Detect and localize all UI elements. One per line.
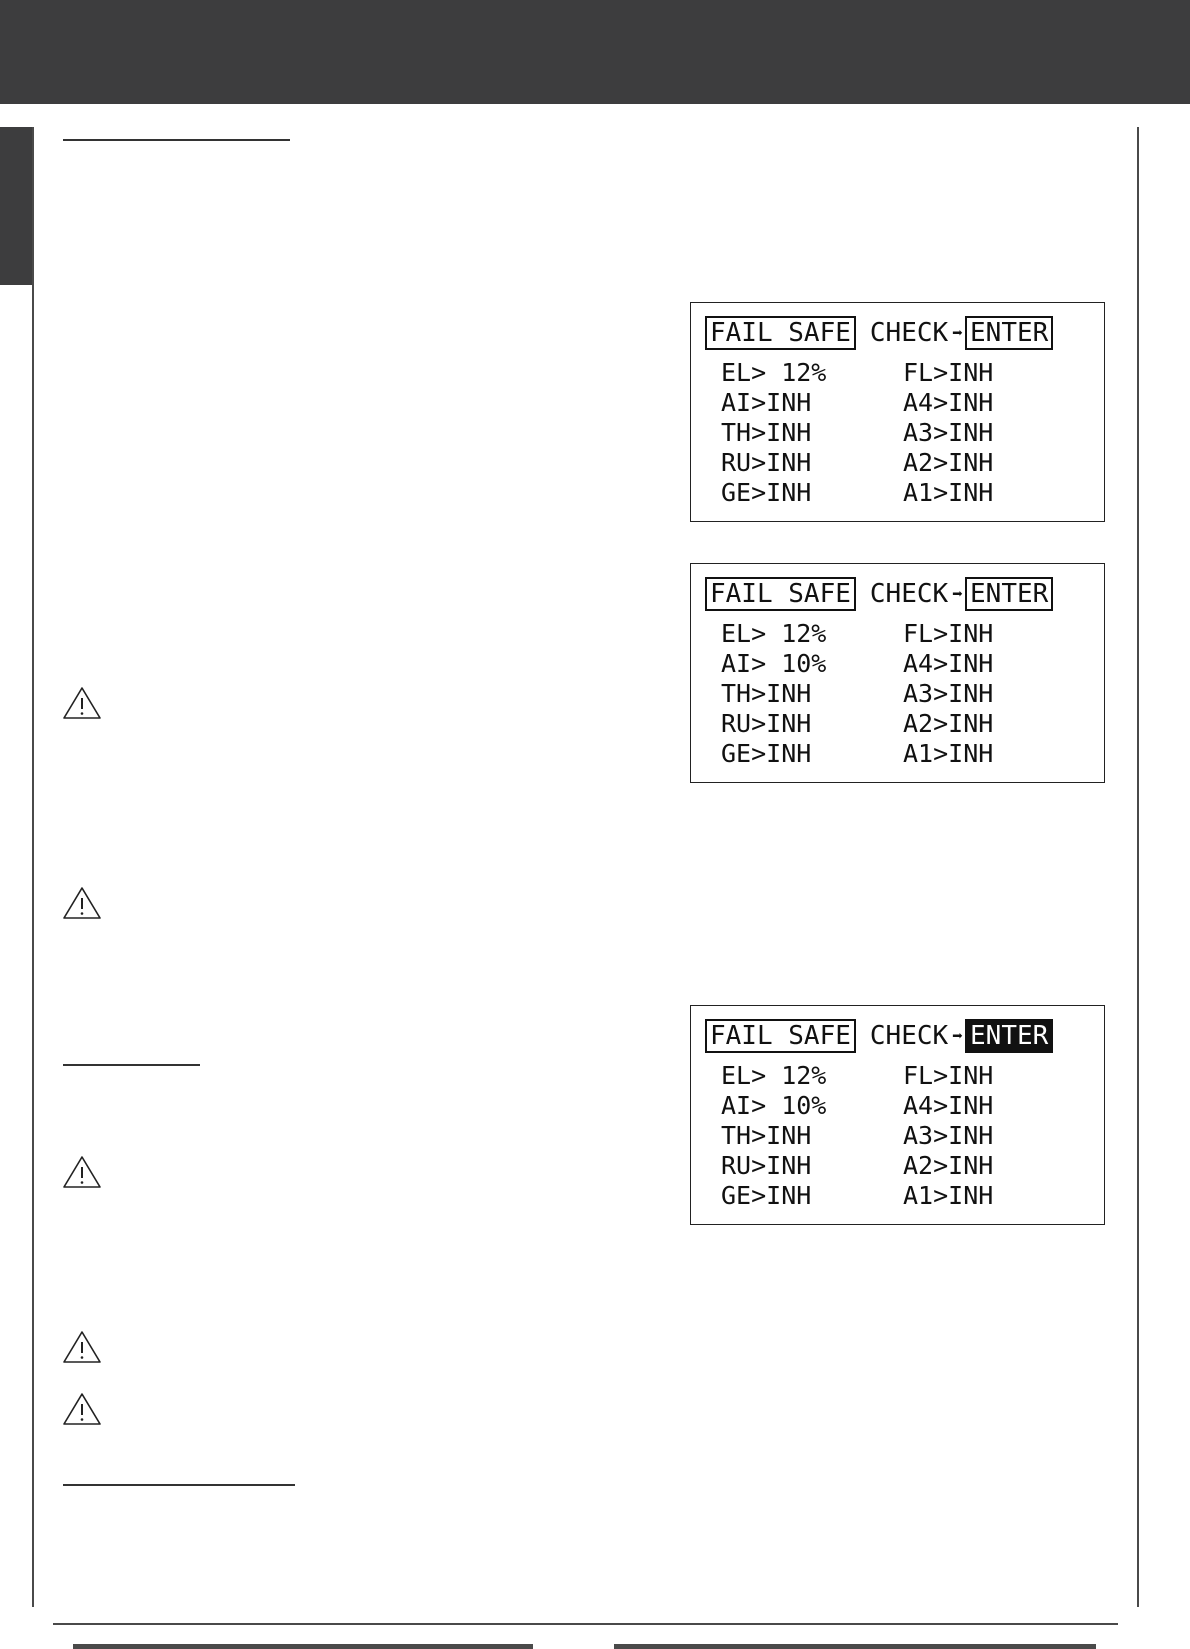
warning-triangle-icon — [61, 885, 103, 921]
channel-left: EL> 12% — [721, 619, 827, 648]
fail-safe-title: FAIL SAFE — [705, 577, 856, 611]
channel-left: GE>INH — [721, 1181, 812, 1210]
lcd-screen-1 — [690, 302, 1105, 522]
arrow-right-icon: ➡ — [952, 583, 964, 605]
check-label: CHECK — [869, 1021, 949, 1051]
check-label: CHECK — [869, 318, 949, 348]
lcd-header — [705, 315, 1053, 351]
channel-right: FL>INH — [903, 619, 994, 648]
channel-left: TH>INH — [721, 1121, 812, 1150]
warning-triangle-icon — [61, 1154, 103, 1190]
enter-label-highlighted: ENTER — [965, 1019, 1053, 1053]
right-margin-rule — [1137, 127, 1139, 1607]
channel-right: A4>INH — [903, 1091, 994, 1120]
check-label: CHECK — [869, 579, 949, 609]
enter-label: ENTER — [965, 577, 1053, 611]
channel-right: A2>INH — [903, 448, 994, 477]
channel-left: GE>INH — [721, 478, 812, 507]
channel-right: A2>INH — [903, 709, 994, 738]
channel-right: FL>INH — [903, 358, 994, 387]
channel-right: A3>INH — [903, 1121, 994, 1150]
channel-right: A4>INH — [903, 388, 994, 417]
channel-right: A1>INH — [903, 739, 994, 768]
fail-safe-title: FAIL SAFE — [705, 316, 856, 350]
channel-left: EL> 12% — [721, 358, 827, 387]
channel-left: GE>INH — [721, 739, 812, 768]
side-tab — [0, 127, 32, 285]
warning-triangle-icon — [61, 685, 103, 721]
section-heading-underline — [63, 1484, 295, 1486]
channel-right: A1>INH — [903, 478, 994, 507]
warning-triangle-icon — [61, 1391, 103, 1427]
lcd-screen-2 — [690, 563, 1105, 783]
channel-right: A4>INH — [903, 649, 994, 678]
channel-left: TH>INH — [721, 679, 812, 708]
footer-rule-left — [73, 1644, 533, 1649]
channel-right: A3>INH — [903, 679, 994, 708]
lcd-header — [705, 1018, 1053, 1054]
arrow-right-icon: ➡ — [952, 322, 964, 344]
header-bar — [0, 0, 1190, 104]
channel-left: AI> 10% — [721, 649, 827, 678]
lcd-header — [705, 576, 1053, 612]
bottom-rule — [53, 1623, 1118, 1625]
channel-left: TH>INH — [721, 418, 812, 447]
channel-right: A2>INH — [903, 1151, 994, 1180]
section-heading-underline — [63, 1064, 200, 1066]
arrow-right-icon: ➡ — [952, 1025, 964, 1047]
channel-right: A3>INH — [903, 418, 994, 447]
channel-left: RU>INH — [721, 1151, 812, 1180]
section-heading-underline — [63, 139, 290, 141]
warning-triangle-icon — [61, 1329, 103, 1365]
channel-left: RU>INH — [721, 709, 812, 738]
channel-right: A1>INH — [903, 1181, 994, 1210]
footer-rule-right — [614, 1644, 1096, 1649]
enter-label: ENTER — [965, 316, 1053, 350]
channel-left: AI> 10% — [721, 1091, 827, 1120]
channel-left: AI>INH — [721, 388, 812, 417]
left-margin-rule — [32, 127, 34, 1607]
channel-right: FL>INH — [903, 1061, 994, 1090]
fail-safe-title: FAIL SAFE — [705, 1019, 856, 1053]
lcd-screen-3 — [690, 1005, 1105, 1225]
channel-left: EL> 12% — [721, 1061, 827, 1090]
channel-left: RU>INH — [721, 448, 812, 477]
